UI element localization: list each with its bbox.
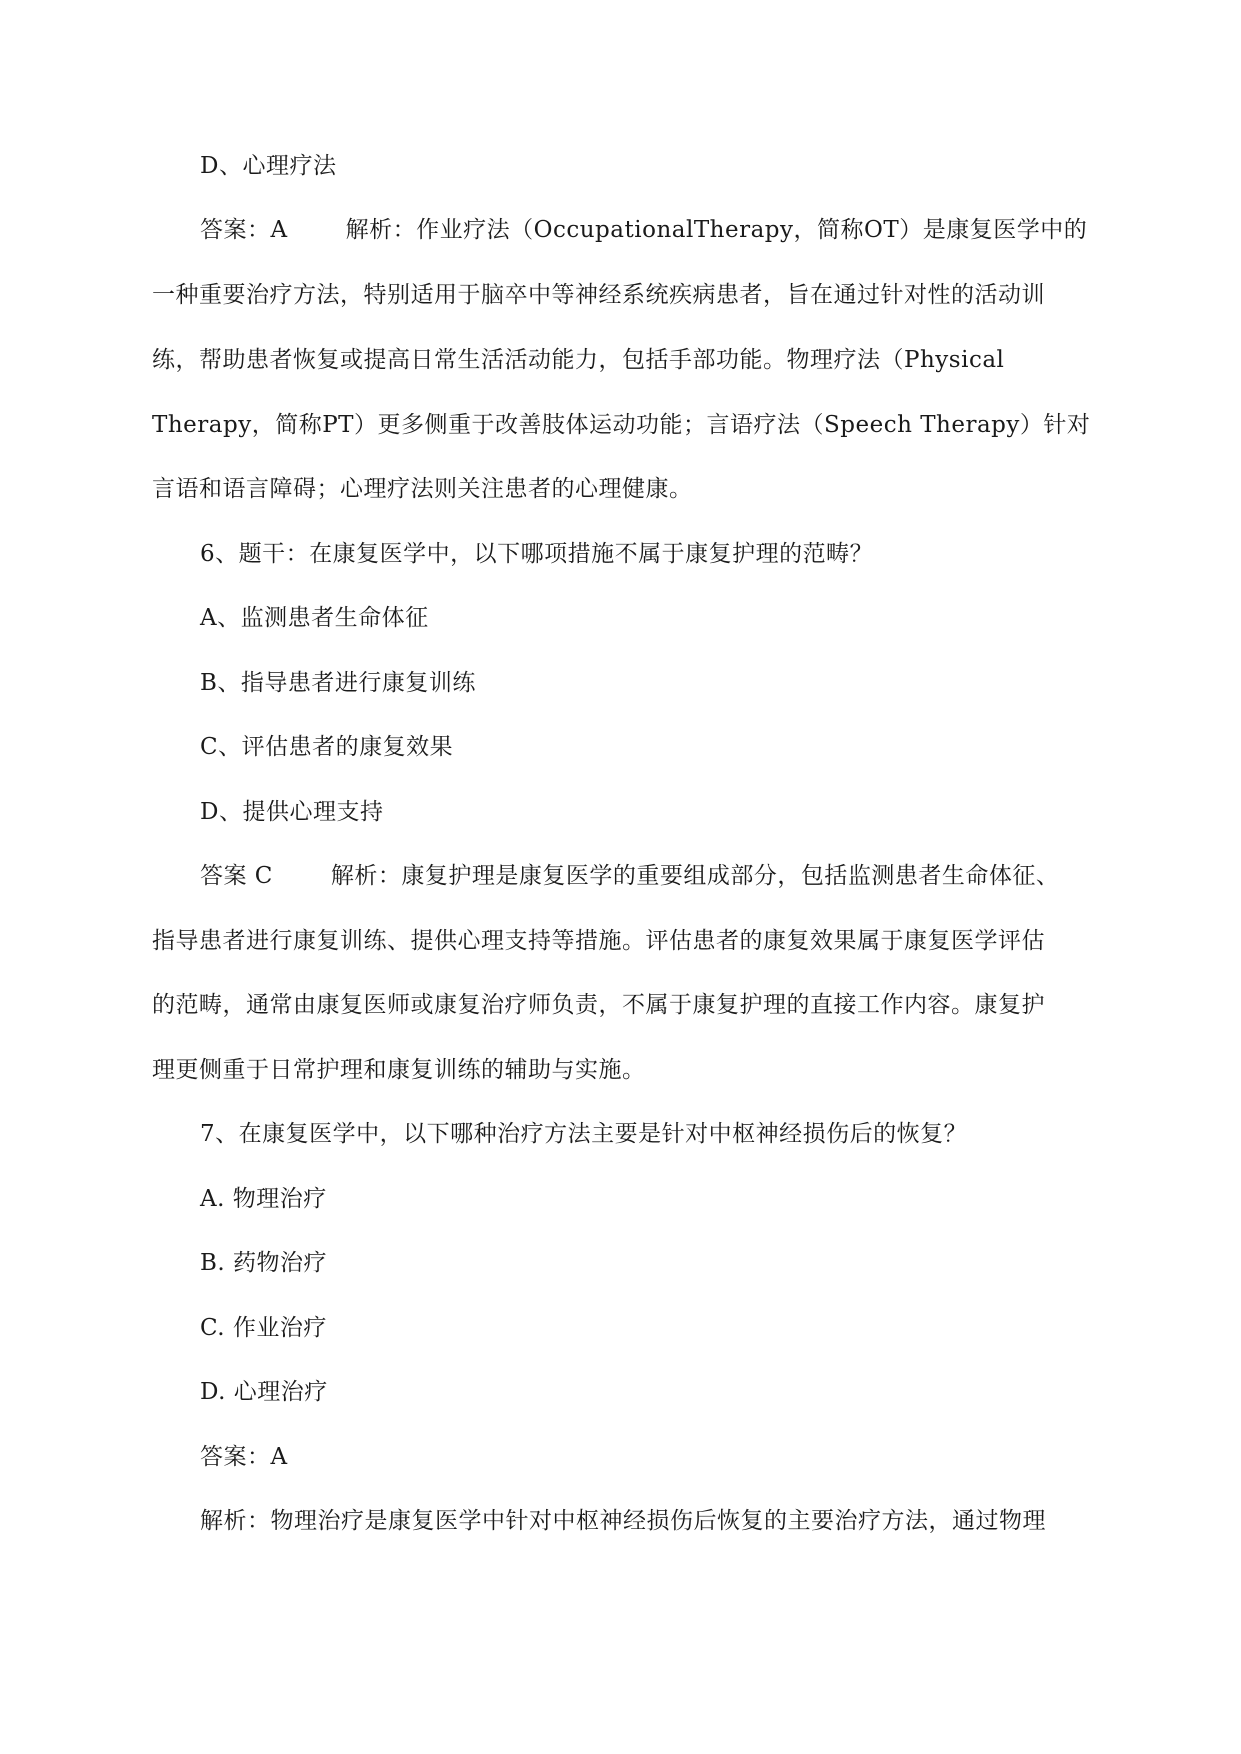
q5-answer-explanation-line-1	[200, 215, 1092, 245]
q7-explanation-line-1: 解析：物理治疗是康复医学中针对中枢神经损伤后恢复的主要治疗方法，通过物理	[200, 1508, 1046, 1534]
q7-option-a: A. 物理治疗	[200, 1186, 327, 1212]
q7-option-c: C. 作业治疗	[200, 1315, 327, 1341]
q6-explanation-start: 解析：康复护理是康复医学的重要组成部分，包括监测患者生命体征、	[330, 863, 1060, 889]
q6-option-b: B、指导患者进行康复训练	[200, 670, 476, 696]
q5-answer: 答案：A	[200, 217, 288, 243]
q6-explanation-line-2: 指导患者进行康复训练、提供心理支持等措施。评估患者的康复效果属于康复医学评估	[152, 928, 1045, 954]
q7-option-d: D. 心理治疗	[200, 1379, 328, 1405]
q5-option-d: D、心理疗法	[200, 153, 337, 179]
q6-answer: 答案 C	[200, 863, 273, 889]
q5-explanation-line-5: 言语和语言障碍；心理疗法则关注患者的心理健康。	[152, 476, 693, 502]
q6-explanation-line-4: 理更侧重于日常护理和康复训练的辅助与实施。	[152, 1057, 646, 1083]
q7-stem: 7、在康复医学中，以下哪种治疗方法主要是针对中枢神经损伤后的恢复？	[200, 1121, 968, 1147]
q7-answer: 答案：A	[200, 1444, 288, 1470]
q6-answer-explanation-line-1	[200, 861, 1092, 891]
q5-explanation-line-4: Therapy，简称PT）更多侧重于改善肢体运动功能；言语疗法（Speech Therapy）针对	[152, 412, 1091, 438]
q6-explanation-line-3: 的范畴，通常由康复医师或康复治疗师负责，不属于康复护理的直接工作内容。康复护	[152, 992, 1045, 1018]
q5-explanation-line-2: 一种重要治疗方法，特别适用于脑卒中等神经系统疾病患者，旨在通过针对性的活动训	[152, 282, 1045, 308]
q5-explanation-start: 解析：作业疗法（OccupationalTherapy，简称OT）是康复医学中的	[345, 217, 1088, 243]
q6-option-c: C、评估患者的康复效果	[200, 734, 454, 760]
q7-option-b: B. 药物治疗	[200, 1250, 328, 1276]
q5-explanation-line-3: 练，帮助患者恢复或提高日常生活活动能力，包括手部功能。物理疗法（Physical	[152, 347, 1005, 373]
q6-option-a: A、监测患者生命体征	[200, 605, 429, 631]
q6-option-d: D、提供心理支持	[200, 799, 384, 825]
q6-stem: 6、题干：在康复医学中，以下哪项措施不属于康复护理的范畴？	[200, 541, 874, 567]
